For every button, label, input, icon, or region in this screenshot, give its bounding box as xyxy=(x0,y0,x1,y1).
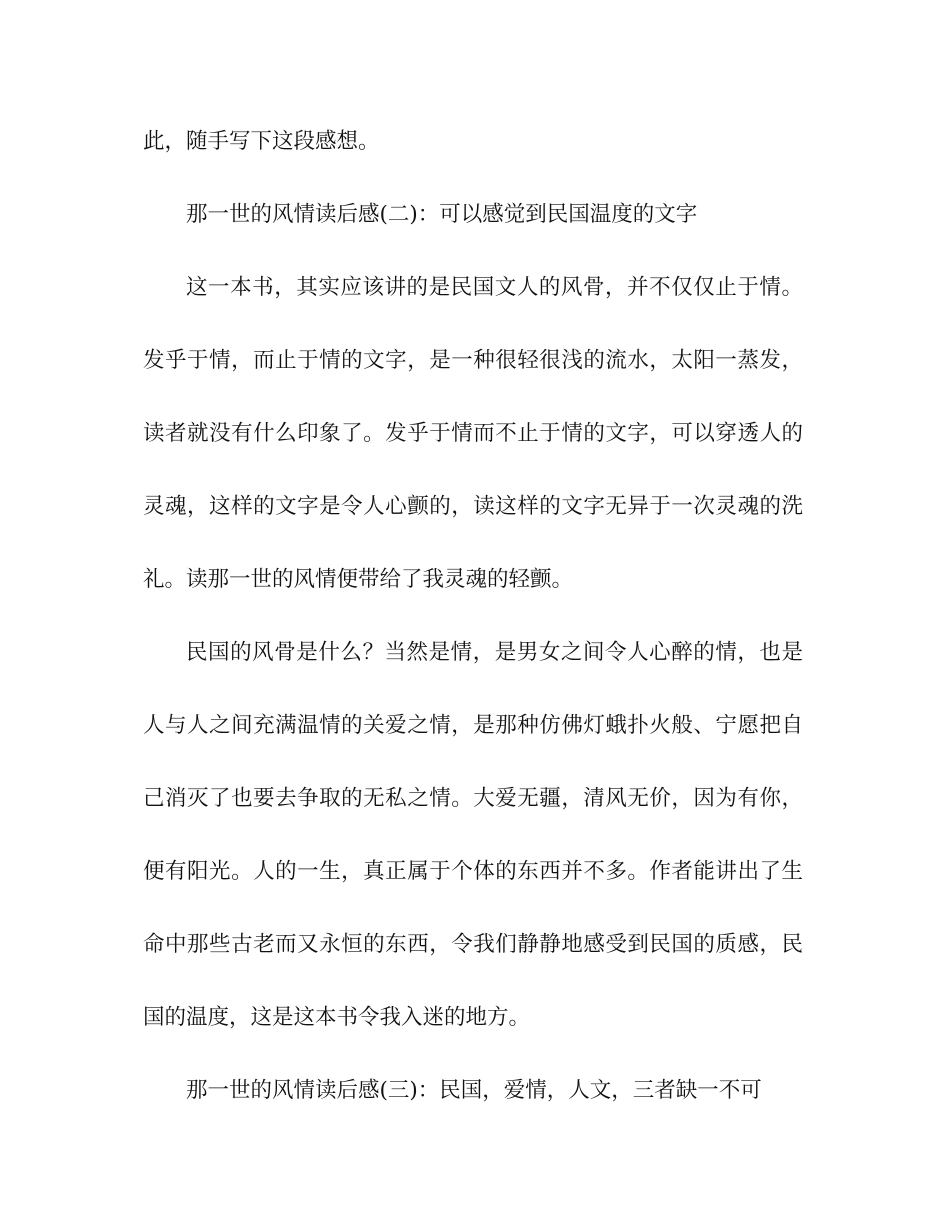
paragraph-line: 己消灭了也要去争取的无私之情。大爱无疆，清风无价，因为有你， xyxy=(143,786,803,811)
paragraph-line: 此，随手写下这段感想。 xyxy=(143,129,380,154)
section-heading-2: 那一世的风情读后感(二)：可以感觉到民国温度的文字 xyxy=(186,202,698,227)
paragraph-line: 命中那些古老而又永恒的东西，令我们静静地感受到民国的质感，民 xyxy=(143,932,803,957)
paragraph-line: 礼。读那一世的风情便带给了我灵魂的轻颤。 xyxy=(143,567,574,592)
paragraph-line: 民国的风骨是什么？当然是情，是男女之间令人心醉的情，也是 xyxy=(186,640,803,665)
paragraph-line: 国的温度，这是这本书令我入迷的地方。 xyxy=(143,1005,531,1030)
paragraph-line: 读者就没有什么印象了。发乎于情而不止于情的文字，可以穿透人的 xyxy=(143,421,803,446)
paragraph-line: 灵魂，这样的文字是令人心颤的，读这样的文字无异于一次灵魂的洗 xyxy=(143,494,803,519)
paragraph-line: 人与人之间充满温情的关爱之情，是那种仿佛灯蛾扑火般、宁愿把自 xyxy=(143,713,803,738)
paragraph-line: 发乎于情，而止于情的文字，是一种很轻很浅的流水，太阳一蒸发， xyxy=(143,348,803,373)
paragraph-line: 便有阳光。人的一生，真正属于个体的东西并不多。作者能讲出了生 xyxy=(143,859,803,884)
section-heading-3: 那一世的风情读后感(三)：民国，爱情，人文，三者缺一不可 xyxy=(186,1078,762,1103)
paragraph-line: 这一本书，其实应该讲的是民国文人的风骨，并不仅仅止于情。 xyxy=(186,275,803,300)
